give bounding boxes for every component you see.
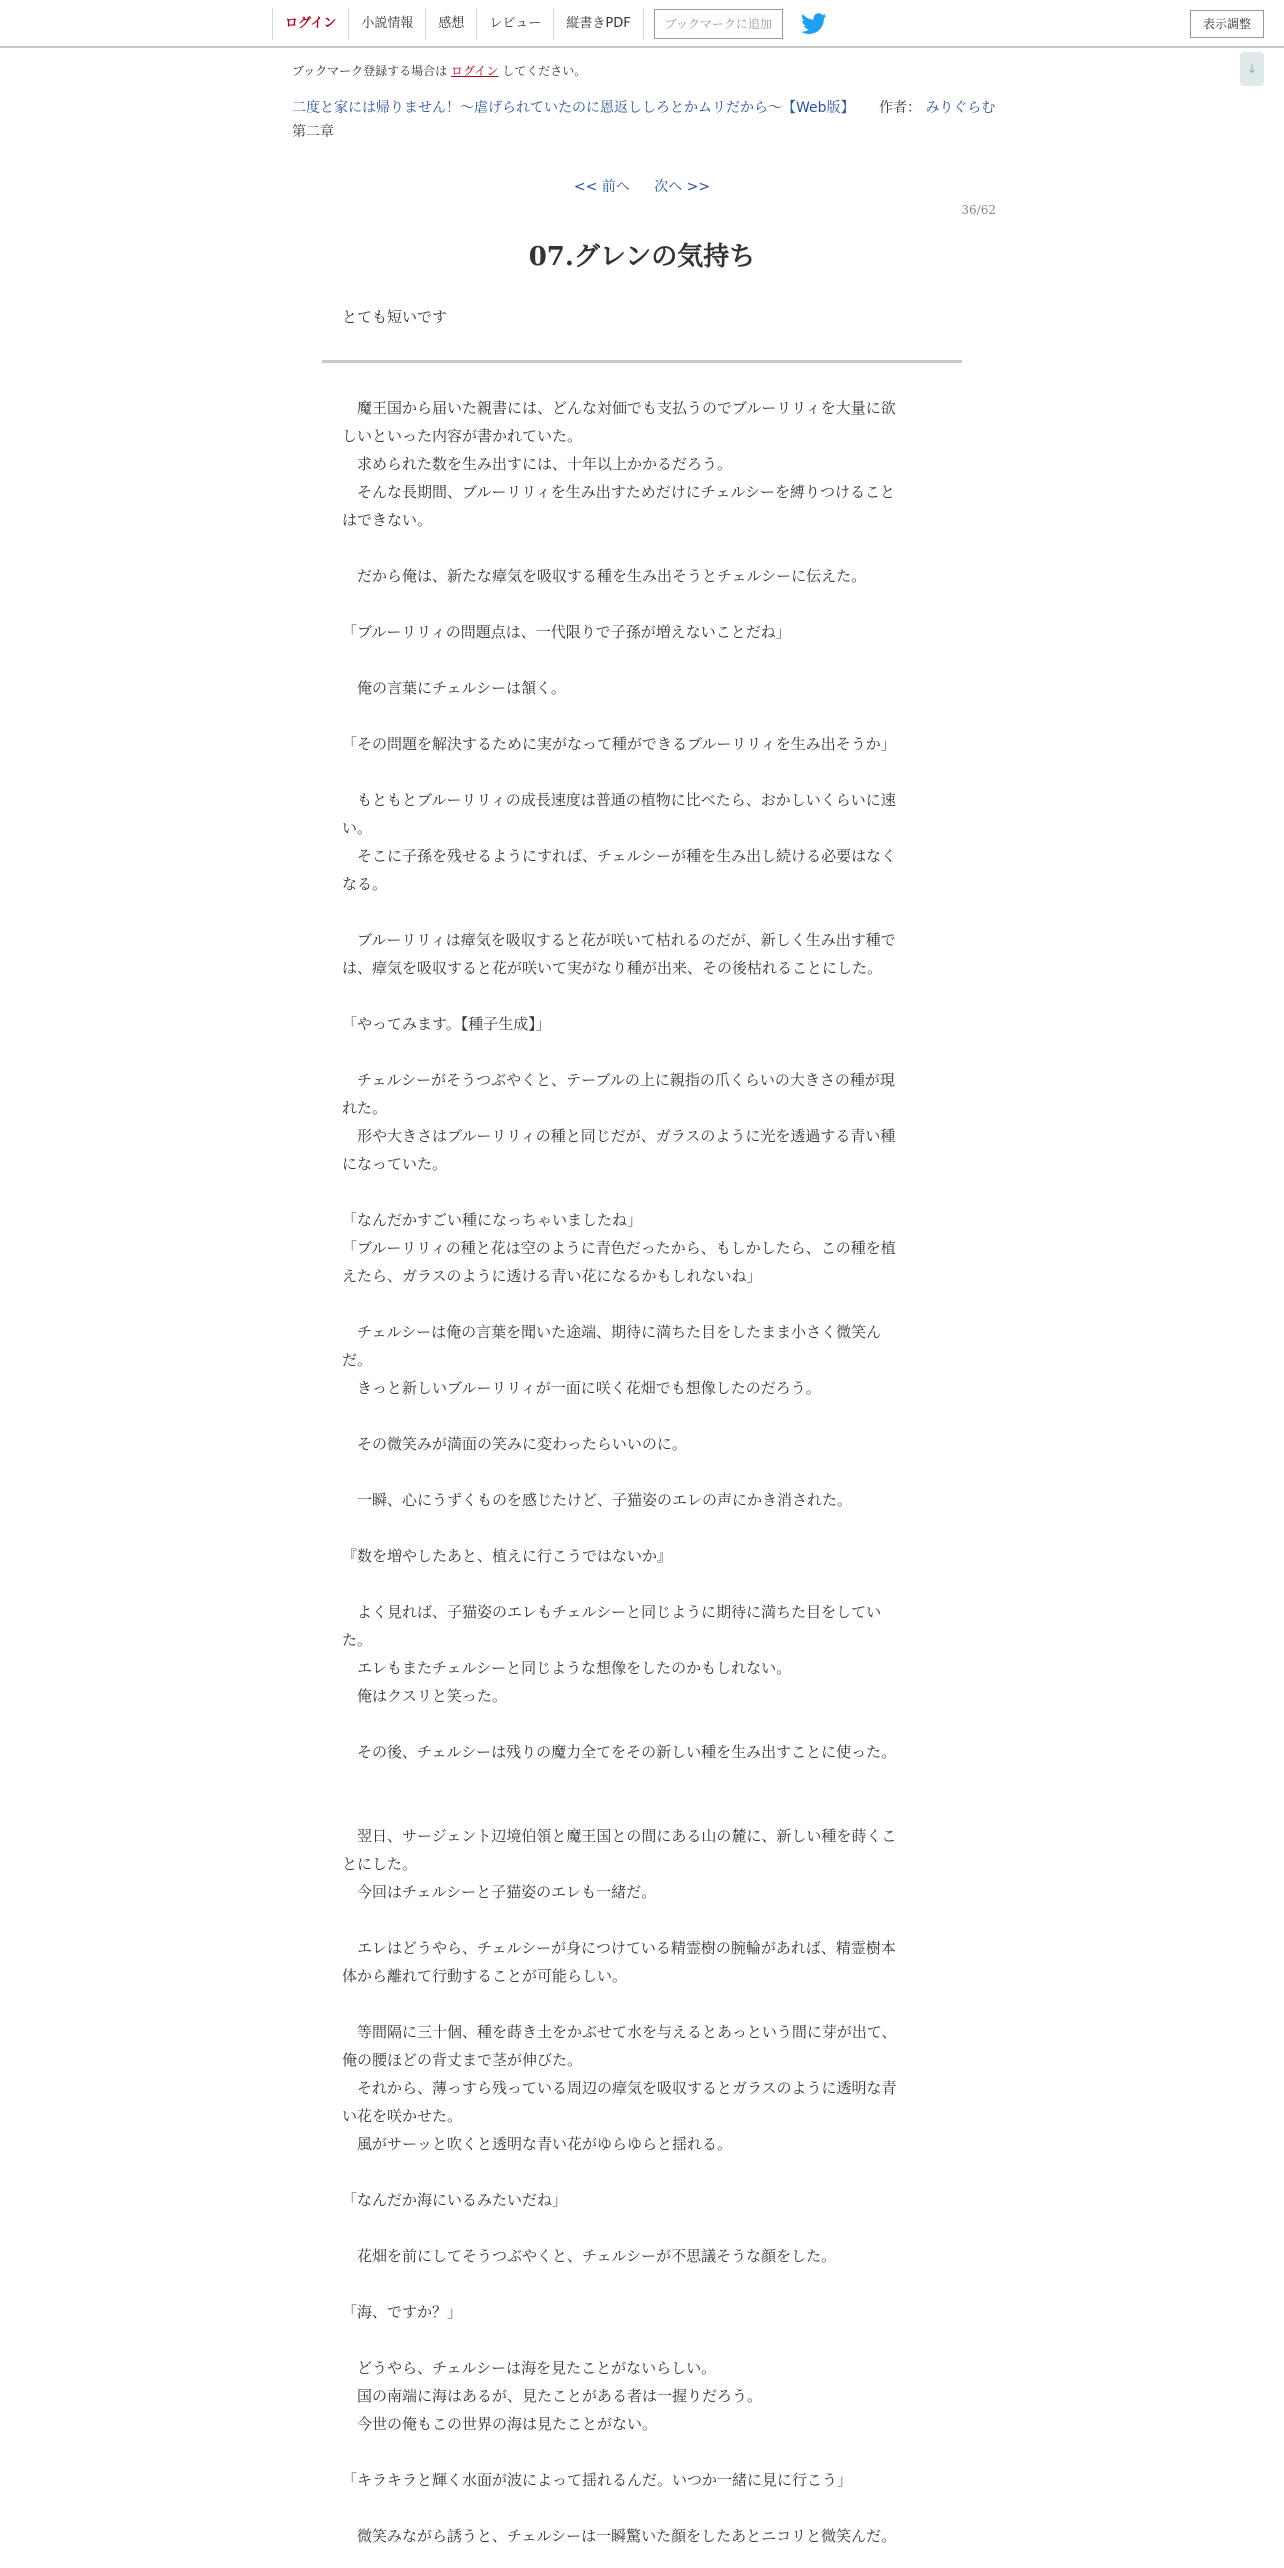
body-blank-line [342, 1710, 942, 1738]
body-line: それから、薄っすら残っている周辺の瘴気を吸収するとガラスのように透明な青 [342, 2079, 897, 2097]
body-line: 今世の俺もこの世界の海は見たことがない。 [342, 2415, 658, 2433]
body-blank-line [342, 2494, 942, 2522]
body-line: チェルシーがそうつぶやくと、テーブルの上に親指の爪くらいの大きさの種が現 [342, 1071, 895, 1089]
author-label: 作者： [878, 100, 921, 116]
login-note [292, 62, 586, 79]
body-blank-line [342, 1178, 942, 1206]
body-line: 微笑みながら誘うと、チェルシーは一瞬驚いた顔をしたあとニコリと微笑んだ。 [342, 2527, 897, 2545]
body-blank-line [342, 2158, 942, 2186]
body-line: しいといった内容が書かれていた。 [342, 427, 583, 445]
body-line: い。 [342, 819, 373, 837]
body-line: 花畑を前にしてそうつぶやくと、チェルシーが不思議そうな顔をした。 [342, 2247, 837, 2265]
body-blank-line [342, 1402, 942, 1430]
body-line: 風がサーッと吹くと透明な青い花がゆらゆらと揺れる。 [342, 2135, 733, 2153]
body-blank-line [342, 982, 942, 1010]
nav-vertical-pdf-link[interactable]: 縦書きPDF [553, 8, 643, 40]
episode-pager [0, 176, 1284, 196]
episode-count: 36/62 [961, 203, 996, 217]
author-link[interactable]: みりぐらむ [925, 100, 996, 116]
body-line: エレはどうやら、チェルシーが身につけている精霊樹の腕輪があれば、精霊樹本 [342, 1939, 896, 1957]
login-note-text-after: してください。 [502, 64, 587, 78]
body-line: チェルシーは俺の言葉を聞いた途端、期待に満ちた目をしたまま小さく微笑ん [342, 1323, 882, 1341]
body-blank-line [342, 898, 942, 926]
body-line: 『数を増やしたあと、植えに行こうではないか』 [342, 1547, 673, 1565]
body-line: になっていた。 [342, 1155, 448, 1173]
body-line: よく見れば、子猫姿のエレもチェルシーと同じように期待に満ちた目をしてい [342, 1603, 882, 1621]
nav-review-link[interactable]: レビュー [476, 8, 553, 40]
body-line: そんな長期間、ブルーリリィを生み出すためだけにチェルシーを縛りつけること [342, 483, 895, 501]
nav-novel-info-link[interactable]: 小説情報 [348, 8, 425, 40]
body-line: はできない。 [342, 511, 433, 529]
twitter-icon[interactable] [801, 13, 827, 35]
login-note-text-before: ブックマーク登録する場合は [292, 64, 448, 78]
body-line: そこに子孫を残せるようにすれば、チェルシーが種を生み出し続ける必要はなく [342, 847, 897, 865]
body-blank-line [342, 590, 942, 618]
body-line: 一瞬、心にうずくものを感じたけど、子猫姿のエレの声にかき消された。 [342, 1491, 853, 1509]
episode-body [342, 394, 942, 2550]
body-line: とにした。 [342, 1855, 418, 1873]
body-line: 等間隔に三十個、種を蒔き土をかぶせて水を与えるとあっという間に芽が出て、 [342, 2023, 897, 2041]
body-line: どうやら、チェルシーは海を見たことがないらしい。 [342, 2359, 717, 2377]
body-line: だ。 [342, 1351, 373, 1369]
body-line: だから俺は、新たな瘴気を吸収する種を生み出そうとチェルシーに伝えた。 [342, 567, 867, 585]
body-line: えたら、ガラスのように透ける青い花になるかもしれないね」 [342, 1267, 762, 1285]
body-line: 「ブルーリリィの種と花は空のように青色だったから、もしかしたら、この種を植 [342, 1239, 896, 1257]
body-blank-line [342, 1038, 942, 1066]
body-line: 俺はクスリと笑った。 [342, 1687, 507, 1705]
body-line: 「ブルーリリィの問題点は、一代限りで子孫が増えないことだね」 [342, 623, 791, 641]
body-line: 俺の腰ほどの背丈まで茎が伸びた。 [342, 2051, 583, 2069]
body-line: 「やってみます。【種子生成】」 [342, 1015, 551, 1033]
body-blank-line [342, 2270, 942, 2298]
episode-title: 07.グレンの気持ち [528, 242, 756, 272]
login-note-link[interactable]: ログイン [451, 64, 499, 78]
body-blank-line [342, 758, 942, 786]
body-line: なる。 [342, 875, 388, 893]
body-line: 「なんだか海にいるみたいだね」 [342, 2191, 568, 2209]
body-line: エレもまたチェルシーと同じような想像をしたのかもしれない。 [342, 1659, 792, 1677]
body-line: その後、チェルシーは残りの魔力全てをその新しい種を生み出すことに使った。 [342, 1743, 897, 1761]
body-blank-line [342, 2214, 942, 2242]
preface-divider [322, 360, 962, 363]
body-blank-line [342, 534, 942, 562]
body-blank-line [342, 1990, 942, 2018]
body-blank-line [342, 1570, 942, 1598]
series-title-link[interactable]: 二度と家には帰りません！～虐げられていたのに恩返ししろとかムリだから～【Web版】 [292, 100, 855, 116]
add-bookmark-button[interactable]: ブックマークに追加 [654, 9, 783, 39]
body-line: ブルーリリィは瘴気を吸収すると花が咲いて枯れるのだが、新しく生み出す種で [342, 931, 896, 949]
body-line: は、瘴気を吸収すると花が咲いて実がなり種が出来、その後枯れることにした。 [342, 959, 883, 977]
body-line: 「海、ですか？」 [342, 2303, 463, 2321]
chapter-title: 第二章 [292, 124, 334, 140]
body-blank-line [342, 2326, 942, 2354]
body-line: きっと新しいブルーリリィが一面に咲く花畑でも想像したのだろう。 [342, 1379, 821, 1397]
body-blank-line [342, 702, 942, 730]
body-line: 今回はチェルシーと子猫姿のエレも一緒だ。 [342, 1883, 657, 1901]
nav-links [272, 8, 827, 40]
nav-impressions-link[interactable]: 感想 [425, 8, 476, 40]
body-line: その微笑みが満面の笑みに変わったらいいのに。 [342, 1435, 687, 1453]
body-blank-line [342, 1514, 942, 1542]
episode-preface: とても短いです [342, 308, 448, 326]
top-navigation-bar [0, 0, 1284, 48]
body-line: もともとブルーリリィの成長速度は普通の植物に比べたら、おかしいくらいに速 [342, 791, 896, 809]
body-blank-line [342, 1458, 942, 1486]
body-line: 形や大きさはブルーリリィの種と同じだが、ガラスのように光を透過する青い種 [342, 1127, 896, 1145]
body-line: た。 [342, 1631, 373, 1649]
body-blank-line [342, 1794, 942, 1822]
body-line: 「キラキラと輝く水面が波によって揺れるんだ。いつか一緒に見に行こう」 [342, 2471, 853, 2489]
body-line: 国の南端に海はあるが、見たことがある者は一握りだろう。 [342, 2387, 763, 2405]
scroll-down-button[interactable]: ↓ [1240, 52, 1264, 86]
body-line: 魔王国から届いた親書には、どんな対価でも支払うのでブルーリリィを大量に欲 [342, 399, 896, 417]
body-line: れた。 [342, 1099, 388, 1117]
body-line: 体から離れて行動することが可能らしい。 [342, 1967, 628, 1985]
next-episode-link[interactable]: 次へ >> [654, 179, 711, 195]
body-line: 求められた数を生み出すには、十年以上かかるだろう。 [342, 455, 733, 473]
body-line: 翌日、サージェント辺境伯領と魔王国との間にある山の麓に、新しい種を蒔くこ [342, 1827, 897, 1845]
body-line: 俺の言葉にチェルシーは頷く。 [342, 679, 566, 697]
nav-login-link[interactable]: ログイン [272, 8, 348, 40]
display-settings-button[interactable]: 表示調整 [1190, 10, 1264, 38]
body-blank-line [342, 2438, 942, 2466]
body-blank-line [342, 1290, 942, 1318]
body-line: 「その問題を解決するために実がなって種ができるブルーリリィを生み出そうか」 [342, 735, 896, 753]
body-blank-line [342, 1766, 942, 1794]
body-blank-line [342, 646, 942, 674]
body-blank-line [342, 1906, 942, 1934]
series-info [292, 97, 995, 117]
prev-episode-link[interactable]: << 前へ [573, 179, 630, 195]
body-line: 「なんだかすごい種になっちゃいましたね」 [342, 1211, 643, 1229]
body-line: い花を咲かせた。 [342, 2107, 463, 2125]
